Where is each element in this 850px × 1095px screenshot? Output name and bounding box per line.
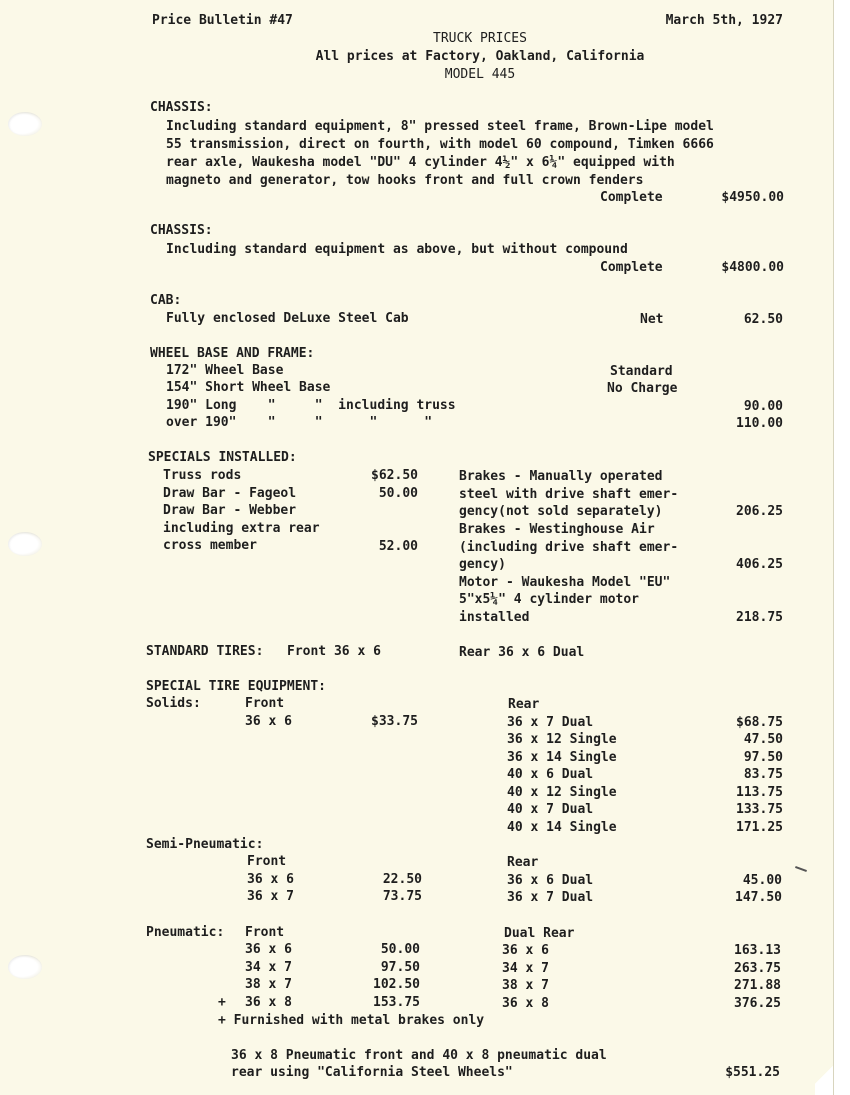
cab-item: Fully enclosed DeLuxe Steel Cab — [166, 311, 409, 326]
description-line: rear axle, Waukesha model "DU" 4 cylinder 4½" x 6¼" equipped with — [166, 155, 675, 170]
special-item: gency) — [459, 557, 506, 572]
pen-mark — [795, 866, 807, 872]
tire-size: 40 x 7 Dual — [507, 802, 594, 817]
section-heading: SPECIAL TIRE EQUIPMENT: — [146, 679, 327, 694]
special-item: 5"x5¼" 4 cylinder motor — [459, 592, 640, 607]
price-value: $4950.00 — [721, 190, 784, 205]
price-value: 97.50 — [380, 960, 420, 975]
tire-size: 36 x 14 Single — [507, 750, 617, 765]
wheelbase-note: No Charge — [607, 381, 678, 396]
footnote: + Furnished with metal brakes only — [218, 1013, 485, 1028]
price-value: 110.00 — [736, 416, 783, 431]
special-item: Brakes - Westinghouse Air — [459, 522, 655, 537]
document-subtitle: All prices at Factory, Oakland, California — [315, 49, 645, 64]
price-value: 406.25 — [736, 557, 783, 572]
tire-size: 40 x 12 Single — [507, 785, 617, 800]
description-line: rear using "California Steel Wheels" — [231, 1065, 513, 1080]
column-header: Front — [247, 854, 287, 869]
price-value: $68.75 — [736, 715, 783, 730]
price-value: 153.75 — [373, 995, 420, 1010]
price-value: 147.50 — [735, 890, 782, 905]
bulletin-number: Price Bulletin #47 — [152, 13, 293, 28]
tire-size: 40 x 6 Dual — [507, 767, 594, 782]
price-value: 47.50 — [743, 732, 783, 747]
tire-category-label: Solids: — [146, 696, 201, 711]
price-value: 73.75 — [382, 889, 422, 904]
price-value: $33.75 — [371, 714, 418, 729]
price-label: Complete — [600, 190, 663, 205]
section-heading: CAB: — [150, 293, 182, 308]
punch-hole — [8, 532, 42, 556]
bulletin-date: March 5th, 1927 — [665, 13, 783, 28]
tire-size: 36 x 6 Dual — [507, 873, 594, 888]
special-item: Truss rods — [163, 468, 242, 483]
description-line: 55 transmission, direct on fourth, with model 60 compound, Timken 6666 — [166, 137, 714, 152]
description-line: Including standard equipment, 8" pressed steel frame, Brown-Lipe model — [166, 119, 714, 134]
tire-category-label: Semi-Pneumatic: — [146, 837, 264, 852]
column-header: Dual Rear — [504, 926, 575, 941]
special-item: including extra rear — [163, 521, 320, 536]
price-label: Complete — [600, 260, 663, 275]
price-value: $62.50 — [371, 468, 418, 483]
column-header: Rear — [508, 697, 540, 712]
special-item: gency(not sold separately) — [459, 504, 663, 519]
wheelbase-note: Standard — [610, 364, 673, 379]
section-heading: CHASSIS: — [150, 223, 213, 238]
tire-size: 36 x 8 — [245, 995, 292, 1010]
special-item: installed — [459, 610, 530, 625]
page-corner-fold — [815, 1055, 833, 1095]
price-value: 163.13 — [734, 943, 781, 958]
section-heading: WHEEL BASE AND FRAME: — [150, 346, 315, 361]
description-line: 36 x 8 Pneumatic front and 40 x 8 pneumatic dual — [231, 1048, 607, 1063]
model-number: MODEL 445 — [444, 67, 516, 82]
special-item: Brakes - Manually operated — [459, 469, 663, 484]
tire-size: 36 x 6 — [245, 942, 292, 957]
price-value: 97.50 — [743, 750, 783, 765]
price-value: 50.00 — [380, 942, 420, 957]
tire-size: 34 x 7 — [502, 961, 549, 976]
tire-size: 36 x 7 — [247, 889, 294, 904]
price-value: 218.75 — [736, 610, 783, 625]
standard-tires-front: Front 36 x 6 — [287, 644, 381, 659]
special-item: cross member — [163, 538, 257, 553]
special-item: Draw Bar - Webber — [163, 503, 297, 518]
tire-size: 38 x 7 — [502, 978, 549, 993]
price-value: 50.00 — [378, 486, 418, 501]
wheelbase-desc: 154" Short Wheel Base — [166, 380, 331, 395]
special-item: (including drive shaft emer- — [459, 540, 679, 555]
tire-size: 36 x 7 Dual — [507, 715, 594, 730]
column-header: Front — [245, 696, 285, 711]
tire-size: 36 x 12 Single — [507, 732, 617, 747]
column-header: Rear — [507, 855, 539, 870]
footnote-mark: + — [218, 995, 226, 1010]
price-value: $4800.00 — [721, 260, 784, 275]
section-heading: CHASSIS: — [150, 100, 213, 115]
tire-size: 36 x 8 — [502, 996, 549, 1011]
special-item: steel with drive shaft emer- — [459, 487, 679, 502]
price-value: 171.25 — [736, 820, 783, 835]
special-item: Motor - Waukesha Model "EU" — [459, 575, 671, 590]
tire-size: 36 x 6 — [502, 943, 549, 958]
price-value: 113.75 — [736, 785, 783, 800]
tire-size: 34 x 7 — [245, 960, 292, 975]
description-line: Including standard equipment as above, but without compound — [166, 242, 628, 257]
price-value: 62.50 — [743, 312, 783, 327]
price-value: 83.75 — [743, 767, 783, 782]
price-value: 22.50 — [382, 872, 422, 887]
price-value: 271.88 — [734, 978, 781, 993]
price-label: Net — [640, 312, 664, 327]
wheelbase-desc: 172" Wheel Base — [166, 363, 284, 378]
price-value: 102.50 — [373, 977, 420, 992]
tire-size: 36 x 6 — [245, 714, 292, 729]
description-line: magneto and generator, tow hooks front and full crown fenders — [166, 173, 644, 188]
document-title: TRUCK PRICES — [433, 31, 527, 46]
special-item: Draw Bar - Fageol — [163, 486, 297, 501]
wheelbase-desc: 190" Long " " including truss — [166, 398, 456, 413]
price-value: $551.25 — [725, 1065, 780, 1080]
column-header: Front — [245, 925, 285, 940]
wheelbase-desc: over 190" " " " " — [166, 415, 433, 430]
standard-tires-label: STANDARD TIRES: — [146, 644, 264, 659]
tire-size: 36 x 6 — [247, 872, 294, 887]
punch-hole — [8, 112, 42, 136]
tire-size: 36 x 7 Dual — [507, 890, 594, 905]
price-value: 90.00 — [743, 399, 783, 414]
standard-tires-rear: Rear 36 x 6 Dual — [459, 645, 585, 660]
price-value: 133.75 — [736, 802, 783, 817]
tire-size: 38 x 7 — [245, 977, 292, 992]
tire-size: 40 x 14 Single — [507, 820, 617, 835]
punch-hole — [8, 955, 42, 979]
tire-category-label: Pneumatic: — [146, 925, 225, 940]
section-heading: SPECIALS INSTALLED: — [148, 450, 297, 465]
price-value: 263.75 — [734, 961, 781, 976]
price-value: 45.00 — [742, 873, 782, 888]
price-value: 206.25 — [736, 504, 783, 519]
price-value: 376.25 — [734, 996, 781, 1011]
price-value: 52.00 — [378, 539, 418, 554]
